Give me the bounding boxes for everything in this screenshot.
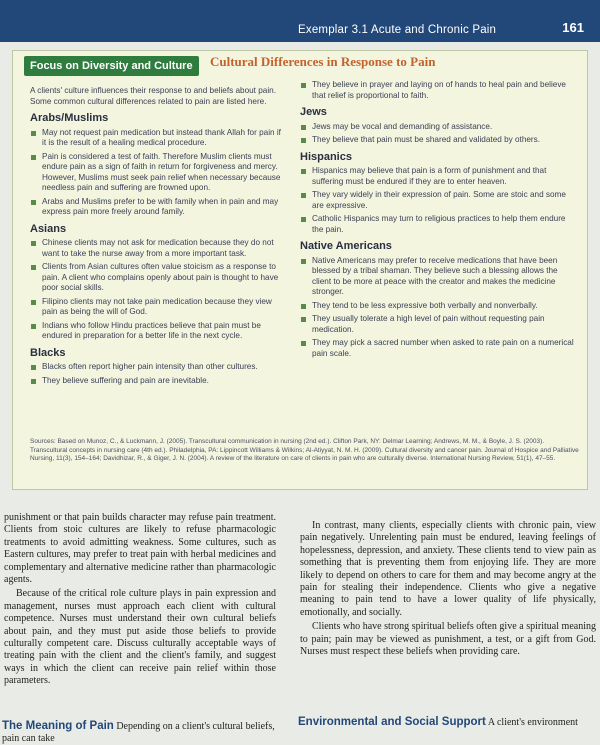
list-item: Arabs and Muslims prefer to be with family when in pain and may express pain more freely around family. xyxy=(30,197,286,218)
list-item: They usually tolerate a high level of pain without requesting pain medication. xyxy=(300,314,578,335)
list-item: Hispanics may believe that pain is a form of punishment and that suffering must be endured if they are to enter heaven. xyxy=(300,166,578,187)
list-item: Catholic Hispanics may turn to religious practices to help them endure the pain. xyxy=(300,214,578,235)
body-right-column xyxy=(300,520,596,660)
list-item: Indians who follow Hindu practices believe that pain must be endured in preparation for a better life in the next cycle. xyxy=(30,321,286,342)
section-heading-environment: Environmental and Social Support xyxy=(298,716,486,728)
list-item: Clients from Asian cultures often value stoicism as a response to pain. A client who complains openly about pain is thought to have poor social skills. xyxy=(30,262,286,294)
section-lead-text: A client's environment xyxy=(487,717,578,728)
feature-intro: A clients' culture influences their response to and beliefs about pain. Some common cultural differences related to pain are listed here. xyxy=(30,86,276,106)
section-lead-text: Depending on a client's cultural beliefs, pain can take xyxy=(2,721,275,744)
asians-list xyxy=(30,238,286,342)
list-item: They may pick a sacred number when asked to rate pain on a numerical pain scale. xyxy=(300,338,578,359)
environmental-section xyxy=(298,716,598,729)
list-item: Chinese clients may not ask for medication because they do not want to take the nurse away from a more important task. xyxy=(30,238,286,259)
native-list xyxy=(300,256,578,360)
arabs-list xyxy=(30,128,286,218)
list-item: Native Americans may prefer to receive medications that have been blessed by a tribal shaman. They believe such a blessing allows the client to be more at peace with the creator and makes the medicine stronger. xyxy=(300,256,578,298)
list-item: Blacks often report higher pain intensity than other cultures. xyxy=(30,362,286,373)
list-item: They believe that pain must be shared and validated by others. xyxy=(300,135,578,146)
heading-hispanics: Hispanics xyxy=(300,150,352,163)
blacks-continued-list xyxy=(300,80,578,101)
meaning-of-pain-section xyxy=(2,720,282,745)
paragraph: punishment or that pain builds character may refuse pain treatment. Clients from stoic cultures are likely to refuse pharmacologic treatments to avoid admitting weakness. Some cultures, such as Eastern cultures, may prefer to treat pain with herbal medicines and complementary and alternative medicine rather than pharmacologic agents. xyxy=(4,512,276,586)
body-left-column xyxy=(4,512,276,690)
feature-right-column xyxy=(300,80,578,362)
running-header: Exemplar 3.1 Acute and Chronic Pain xyxy=(298,24,497,36)
list-item: They tend to be less expressive both verbally and nonverbally. xyxy=(300,301,578,312)
list-item: May not request pain medication but instead thank Allah for pain if it is the result of a healing medical procedure. xyxy=(30,128,286,149)
page-number: 161 xyxy=(562,20,584,35)
list-item: Pain is considered a test of faith. Therefore Muslim clients must endure pain as a sign of faith in return for forgiveness and mercy. However, Muslims must seek pain relief when necessary because needless pain and suffering are frowned upon. xyxy=(30,152,286,194)
feature-title: Cultural Differences in Response to Pain xyxy=(210,54,436,69)
heading-native-americans: Native Americans xyxy=(300,240,392,252)
feature-sources: Sources: Based on Munoz, C., & Luckmann, J. (2005). Transcultural communication in nursing (2nd ed.). Clifton Park, NY: Delmar Learning; Andrews, M. M., & Boyle, J. S. (2003). Transcultural concepts in nursing care (4th ed.). Philadelphia, PA: Lippincott Williams & Wilkins; Al-Atiyyat, N. M. H. (2009). Cultural diversity and cancer pain. Journal of Hospice and Palliative Nursing, 11(3), 154–164; Davidhizar, R., & Giger, J. N. (2004). A review of the literature on care of clients in pain who are culturally diverse. International Nursing Review, 51(1), 47–55. xyxy=(30,438,579,462)
list-item: Filipino clients may not take pain medication because they view pain as being the will of God. xyxy=(30,297,286,318)
page-header-band xyxy=(0,0,600,42)
heading-asians: Asians xyxy=(30,222,67,235)
list-item: They vary widely in their expression of pain. Some are stoic and some are expressive. xyxy=(300,190,578,211)
blacks-list xyxy=(30,362,286,386)
paragraph: Because of the critical role culture plays in pain expression and management, nurses must approach each client with cultural competence. Nurses must understand their own cultural beliefs about pain, and they must put aside those beliefs to provide culturally competent care. Discuss culturally acceptable ways of treating pain with the client and the client's family, and suggest ways in which the client can receive pain relief within those parameters. xyxy=(4,588,276,687)
list-item: They believe suffering and pain are inevitable. xyxy=(30,376,286,387)
heading-jews: Jews xyxy=(300,106,327,118)
jews-list xyxy=(300,122,578,146)
paragraph: Clients who have strong spiritual beliefs often give a spiritual meaning to pain; pain may be viewed as punishment, a test, or a gift from God. Nurses must respect these beliefs when providing care. xyxy=(300,621,596,658)
heading-blacks: Blacks xyxy=(30,346,66,359)
section-heading-meaning: The Meaning of Pain xyxy=(2,720,114,732)
hispanics-list xyxy=(300,166,578,235)
list-item: Jews may be vocal and demanding of assistance. xyxy=(300,122,578,133)
list-item: They believe in prayer and laying on of hands to heal pain and believe that relief is proportional to faith. xyxy=(300,80,578,101)
feature-label: Focus on Diversity and Culture xyxy=(24,56,199,76)
heading-arabs: Arabs/Muslims xyxy=(30,112,109,124)
feature-left-column xyxy=(30,86,286,389)
paragraph: In contrast, many clients, especially clients with chronic pain, view pain negatively. Unrelenting pain must be endured, leaving feelings of hopelessness, depression, and anxiety. These clients tend to view pain as something that is preventing them from enjoying life. They are more likely to depend on others to care for them and may become angry at the pain for stealing their independence. Clients who give a negative meaning to pain tend to have a lower quality of life physically, emotionally, and socially. xyxy=(300,520,596,618)
